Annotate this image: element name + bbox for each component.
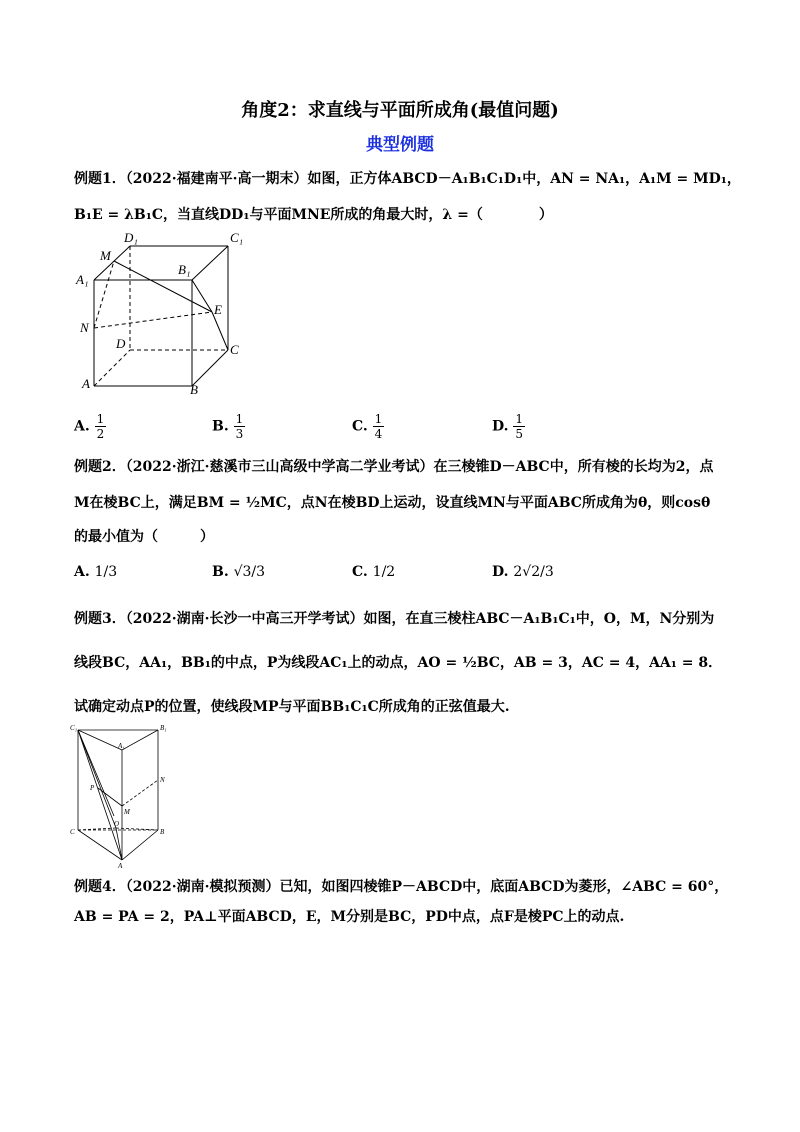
page-title: 角度2：求直线与平面所成角(最值问题) [241,100,559,121]
example-4-line-1 [74,876,728,896]
example-4-text-2: AB = PA = 2，PA⊥平面ABCD，E，M分别是BC，PD中点，点F是棱PC上的动点. [74,909,625,925]
example-1-line-2 [74,204,553,224]
option-value: √3/3 [233,564,266,580]
example-4-line-2 [74,906,624,926]
option-key: A. [74,418,90,435]
fraction [373,412,385,441]
denominator: 5 [515,427,524,441]
label-d: D [116,336,126,351]
label-p: P [90,784,95,792]
numerator: 1 [374,412,383,426]
example-2-line-3 [74,526,214,546]
label-c: C [70,828,75,836]
example-2-line-2 [74,492,710,512]
option-key: B. [212,564,229,580]
example-1-text-1: （2022·福建南平·高一期末）如图，正方体ABCD－A₁B₁C₁D₁中，AN = NA₁，A₁M = MD₁， [125,171,741,187]
option-value: 2√2/3 [513,564,554,580]
option-key: A. [74,564,90,580]
example-3-line-2 [74,652,722,672]
label-n: N [80,320,89,335]
label-b: B [190,382,198,397]
label-a: A [82,376,90,391]
label-c1: C₁ [230,230,244,245]
example-2-text-3: 的最小值为（ ） [74,529,214,545]
label-m: M [100,248,111,263]
label-b1: B₁ [178,262,191,277]
label-b1: B₁ [160,724,167,732]
fraction [234,412,246,441]
example-1-option-a[interactable] [74,412,106,441]
example-2-option-d[interactable] [492,564,554,580]
option-value: 1/2 [372,564,396,580]
option-value: 1/3 [94,564,118,580]
example-1-option-c[interactable] [352,412,384,441]
option-key: D. [492,564,509,580]
label-d1: D₁ [124,230,138,245]
cube-figure [74,228,254,398]
example-4-text-1: （2022·湖南·模拟预测）已知，如图四棱锥P－ABCD中，底面ABCD为菱形，∠ABC = 60°， [125,879,729,895]
prism-figure [70,722,170,868]
label-c1: C₁ [70,724,78,732]
label-c: C [230,342,239,357]
option-key: B. [212,418,229,435]
example-3-line-1 [74,608,714,628]
example-1-text-2: B₁E = λB₁C，当直线DD₁与平面MNE所成的角最大时，λ =（ ） [74,207,553,223]
numerator: 1 [235,412,244,426]
label-o: O [114,820,120,828]
example-3-text-2: 线段BC，AA₁，BB₁的中点，P为线段AC₁上的动点，AO = ½BC，AB = 3，AC = 4，AA₁ = 8． [74,655,723,671]
numerator: 1 [96,412,105,426]
denominator: 2 [96,427,105,441]
example-3-line-3 [74,696,510,716]
example-2-text-1: （2022·浙江·慈溪市三山高级中学高二学业考试）在三棱锥D－ABC中，所有棱的长均为2，点 [125,459,714,475]
example-2-option-c[interactable] [352,564,395,580]
label-a1: A₁ [76,272,89,287]
label-b: B [160,828,165,836]
example-4-label: 例题4． [74,879,126,895]
option-key: C. [352,418,368,435]
example-1-option-b[interactable] [212,412,245,441]
example-3-text-3: 试确定动点P的位置，使线段MP与平面BB₁C₁C所成角的正弦值最大. [74,699,510,715]
example-2-line-1 [74,456,713,476]
example-2-option-a[interactable] [74,564,117,580]
example-3-label: 例题3． [74,611,126,627]
example-1-line-1 [74,168,741,188]
example-2-label: 例题2． [74,459,126,475]
option-key: D. [492,418,509,435]
example-3-text-1: （2022·湖南·长沙一中高三开学考试）如图，在直三棱柱ABC－A₁B₁C₁中，O，M，N分别为 [125,611,715,627]
fraction [95,412,107,441]
option-key: C. [352,564,368,580]
label-e: E [214,302,222,317]
section-subtitle: 典型例题 [366,135,434,155]
example-1-label: 例题1． [74,171,126,187]
label-n: N [160,776,165,784]
fraction [513,412,525,441]
denominator: 4 [374,427,383,441]
label-a: A [118,862,123,868]
denominator: 3 [235,427,244,441]
numerator: 1 [515,412,524,426]
label-m: M [124,808,130,816]
example-2-option-b[interactable] [212,564,265,580]
label-a1: A₁ [118,742,125,750]
example-1-option-d[interactable] [492,412,525,441]
example-2-text-2: M在棱BC上，满足BM = ½MC，点N在棱BD上运动，设直线MN与平面ABC所成角为θ，则cosθ [74,495,711,511]
